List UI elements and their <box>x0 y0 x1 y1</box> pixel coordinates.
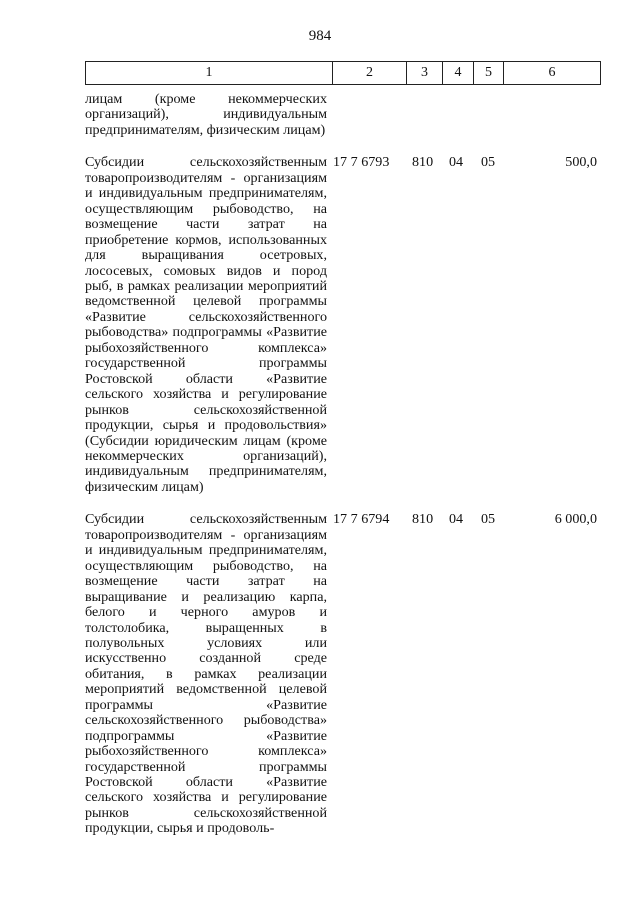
header-row <box>86 62 601 85</box>
header-cell-2: 2 <box>333 62 407 85</box>
row-amount: 6 000,0 <box>554 511 597 528</box>
header-cell-1: 1 <box>86 62 333 85</box>
row-section: 04 <box>449 511 464 528</box>
page-number: 984 <box>308 28 332 44</box>
table-body <box>85 92 600 854</box>
header-cell-4: 4 <box>443 62 474 85</box>
header-cell-5: 5 <box>474 62 504 85</box>
header-cell-6: 6 <box>504 62 601 85</box>
row-subsection: 05 <box>481 154 496 171</box>
row-code: 17 7 6794 <box>333 511 390 528</box>
header-cell-3: 3 <box>407 62 443 85</box>
row-description: Субсидии сельскохозяйственным товаропроизводителям - организациям и индивидуальным предпринимателям, осуществляющим рыбоводство, на возмещение части затрат на приобретение кормов, использованных для выращивания осетровых, лососевых, сомовых видов и пород рыб, в рамках реализации мероприятий ведомственной целевой программы «Развитие сельскохозяйственного рыбоводства» подпрограммы «Развитие рыбохозяйственного комплекса» государственной программы Ростовской области «Развитие сельского хозяйства и регулирование рынков сельскохозяйственной продукции, сырья и продовольствия» (Субсидии юридическим лицам (кроме некоммерческих организаций), индивидуальным предпринимателям, физическим лицам) <box>85 154 327 495</box>
row-expense-type: 810 <box>412 154 434 171</box>
table-header <box>85 61 601 85</box>
row-section: 04 <box>449 154 464 171</box>
row-subsection: 05 <box>481 511 496 528</box>
row-expense-type: 810 <box>412 511 434 528</box>
row-amount: 500,0 <box>565 154 597 171</box>
table-row <box>85 512 600 837</box>
row-description: лицам (кроме некоммерческих организаций), индивидуальным предпринимателям, физическим лицам) <box>85 91 327 138</box>
row-code: 17 7 6793 <box>333 154 390 171</box>
table-row <box>85 92 600 138</box>
row-description: Субсидии сельскохозяйственным товаропроизводителям - организациям и индивидуальным предпринимателям, осуществляющим рыбоводство, на возмещение части затрат на выращивание и реализацию карпа, белого и черного амуров и толстолобика, выращенных в полувольных условиях или искусственно созданной среде обитания, в рамках реализации мероприятий ведомственной целевой программы «Развитие сельскохозяйственного рыбоводства» подпрограммы «Развитие рыбохозяйственного комплекса» государственной программы Ростовской области «Развитие сельского хозяйства и регулирование рынков сельскохозяйственной продукции, сырья и продоволь- <box>85 511 327 837</box>
table-row <box>85 155 600 495</box>
